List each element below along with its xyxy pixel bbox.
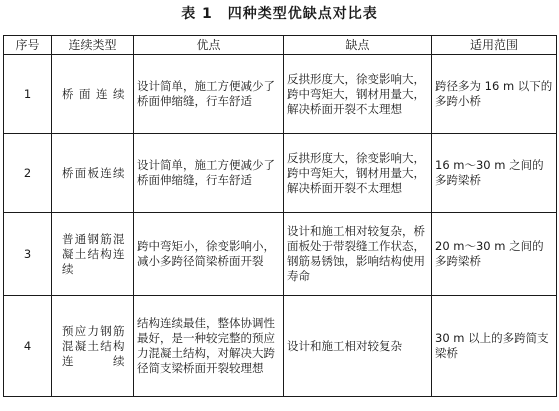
cell-applicable-scope: 20 m～30 m 之间的多跨梁桥	[432, 213, 557, 296]
cell-continuity-type: 普通钢筋混凝土结构连续	[52, 213, 134, 296]
cell-advantages: 设计简单，施工方便减少了桥面伸缩缝，行车舒适	[134, 134, 284, 213]
cell-applicable-scope: 16 m～30 m 之间的多跨梁桥	[432, 134, 557, 213]
table-title: 表 1 四种类型优缺点对比表	[181, 6, 378, 22]
header-serial-number: 序号	[4, 36, 52, 55]
header-advantages: 优点	[134, 36, 284, 55]
cell-continuity-type: 桥面连续	[52, 55, 134, 134]
cell-disadvantages: 设计和施工相对较复杂	[284, 296, 432, 397]
cell-disadvantages: 反拱形度大，徐变影响大，跨中弯矩大，钢材用量大，解决桥面开裂不太理想	[284, 55, 432, 134]
cell-continuity-type: 桥面板连续	[52, 134, 134, 213]
header-applicable-scope: 适用范围	[432, 36, 557, 55]
header-continuity-type: 连续类型	[52, 36, 134, 55]
table-row	[4, 55, 557, 134]
table-row	[4, 296, 557, 397]
cell-serial-number: 3	[4, 213, 52, 296]
cell-serial-number: 1	[4, 55, 52, 134]
table-row	[4, 213, 557, 296]
table-header-row	[4, 36, 557, 55]
cell-advantages: 结构连续最佳，整体协调性最好，是一种较完整的预应力混凝土结构，对解决大跨径简支梁桥面开裂较理想	[134, 296, 284, 397]
cell-serial-number: 4	[4, 296, 52, 397]
comparison-table	[3, 35, 557, 397]
header-disadvantages: 缺点	[284, 36, 432, 55]
cell-applicable-scope: 跨径多为 16 m 以下的多跨小桥	[432, 55, 557, 134]
cell-applicable-scope: 30 m 以上的多跨简支梁桥	[432, 296, 557, 397]
table-row	[4, 134, 557, 213]
cell-disadvantages: 设计和施工相对较复杂，桥面板处于带裂缝工作状态，钢筋易锈蚀，影响结构使用寿命	[284, 213, 432, 296]
cell-serial-number: 2	[4, 134, 52, 213]
cell-continuity-type: 预应力钢筋混凝土结构连续	[52, 296, 134, 397]
cell-advantages: 跨中弯矩小，徐变影响小，减小多跨径简梁桥面开裂	[134, 213, 284, 296]
cell-disadvantages: 反拱形度大，徐变影响大，跨中弯矩大，钢材用量大，解决桥面开裂不太理想	[284, 134, 432, 213]
cell-advantages: 设计简单，施工方便减少了桥面伸缩缝，行车舒适	[134, 55, 284, 134]
